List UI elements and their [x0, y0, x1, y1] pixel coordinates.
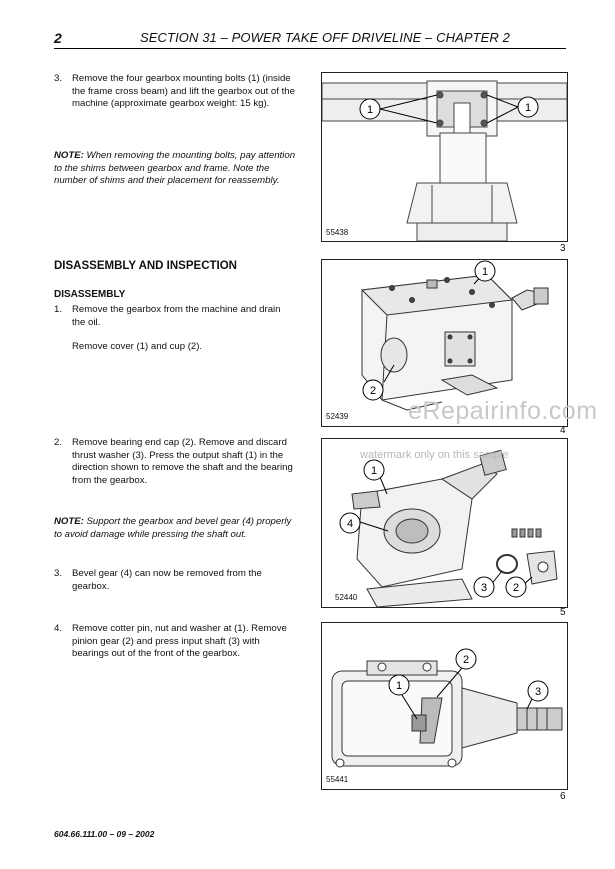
note-support-gearbox: [54, 516, 296, 541]
callout-1: 1: [395, 680, 403, 692]
note-text: When removing the mounting bolts, pay attention to the shims between gearbox and frame. Note the number of shims and their placement for reassembly.: [54, 150, 296, 187]
step-1: [54, 304, 296, 329]
callout-1: 1: [481, 266, 489, 278]
figure-5-illustration: [322, 439, 567, 607]
callout-1-right: 1: [524, 102, 532, 114]
step-text: Remove the four gearbox mounting bolts (1) (inside the frame cross beam) and lift the gearbox out of the machine (approximate gearbox weight: 15 kg).: [72, 73, 295, 110]
note-label: NOTE:: [54, 516, 84, 527]
step-text: Remove the gearbox from the machine and drain the oil.: [72, 304, 281, 328]
figure-3-gearbox-mounting: [321, 72, 568, 242]
callout-3: 3: [480, 582, 488, 594]
figure-code: 52439: [326, 412, 349, 421]
step-text: Bevel gear (4) can now be removed from the gearbox.: [72, 568, 262, 592]
step-number: 1.: [54, 304, 63, 315]
figure-6-pinion-gear: [321, 622, 568, 790]
figure-number: 4: [560, 425, 566, 436]
step-number: 4.: [54, 623, 63, 634]
note-text: Support the gearbox and bevel gear (4) properly to avoid damage while pressing the shaft out.: [54, 516, 292, 540]
step-text: Remove cotter pin, nut and washer at (1). Remove pinion gear (2) and press input shaft (3) with bearings out of the front of the gearbox.: [72, 623, 287, 660]
page-number: 2: [54, 30, 62, 46]
callout-1-left: 1: [366, 104, 374, 116]
header-rule: [54, 48, 566, 49]
figure-code: 55441: [326, 775, 349, 784]
callout-2: 2: [369, 385, 377, 397]
step-3-removal: [54, 73, 296, 111]
figure-number: 6: [560, 791, 566, 802]
figure-code: 52440: [335, 593, 358, 602]
note-label: NOTE:: [54, 150, 84, 161]
callout-2: 2: [512, 582, 520, 594]
step-number: 2.: [54, 437, 63, 448]
figure-number: 5: [560, 607, 566, 618]
figure-number: 3: [560, 243, 566, 254]
callout-2: 2: [462, 654, 470, 666]
section-title: SECTION 31 – POWER TAKE OFF DRIVELINE – CHAPTER 2: [140, 30, 510, 45]
step-1-sub: Remove cover (1) and cup (2).: [72, 341, 203, 352]
subheading-disassembly: DISASSEMBLY: [54, 289, 126, 300]
step-4: [54, 623, 296, 661]
figure-6-illustration: [322, 623, 567, 789]
step-3-bevel-gear: [54, 568, 296, 593]
document-reference: 604.66.111.00 – 09 – 2002: [54, 829, 155, 839]
figure-5-bevel-gear: [321, 438, 568, 608]
step-number: 3.: [54, 568, 63, 579]
step-2: [54, 437, 296, 487]
note-mounting-bolts: [54, 150, 296, 188]
step-number: 3.: [54, 73, 63, 84]
callout-3: 3: [534, 686, 542, 698]
callout-1: 1: [370, 465, 378, 477]
watermark-sample-text: watermark only on this sample: [360, 449, 509, 461]
step-text: Remove bearing end cap (2). Remove and discard thrust washer (3). Press the output shaft (1) in the direction shown to remove the shaft and the bearing from the gearbox.: [72, 437, 293, 486]
figure-code: 55438: [326, 228, 349, 237]
heading-disassembly-inspection: DISASSEMBLY AND INSPECTION: [54, 260, 237, 272]
figure-3-illustration: [322, 73, 567, 241]
watermark-site: eRepairinfo.com: [408, 397, 598, 425]
callout-4: 4: [346, 518, 354, 530]
